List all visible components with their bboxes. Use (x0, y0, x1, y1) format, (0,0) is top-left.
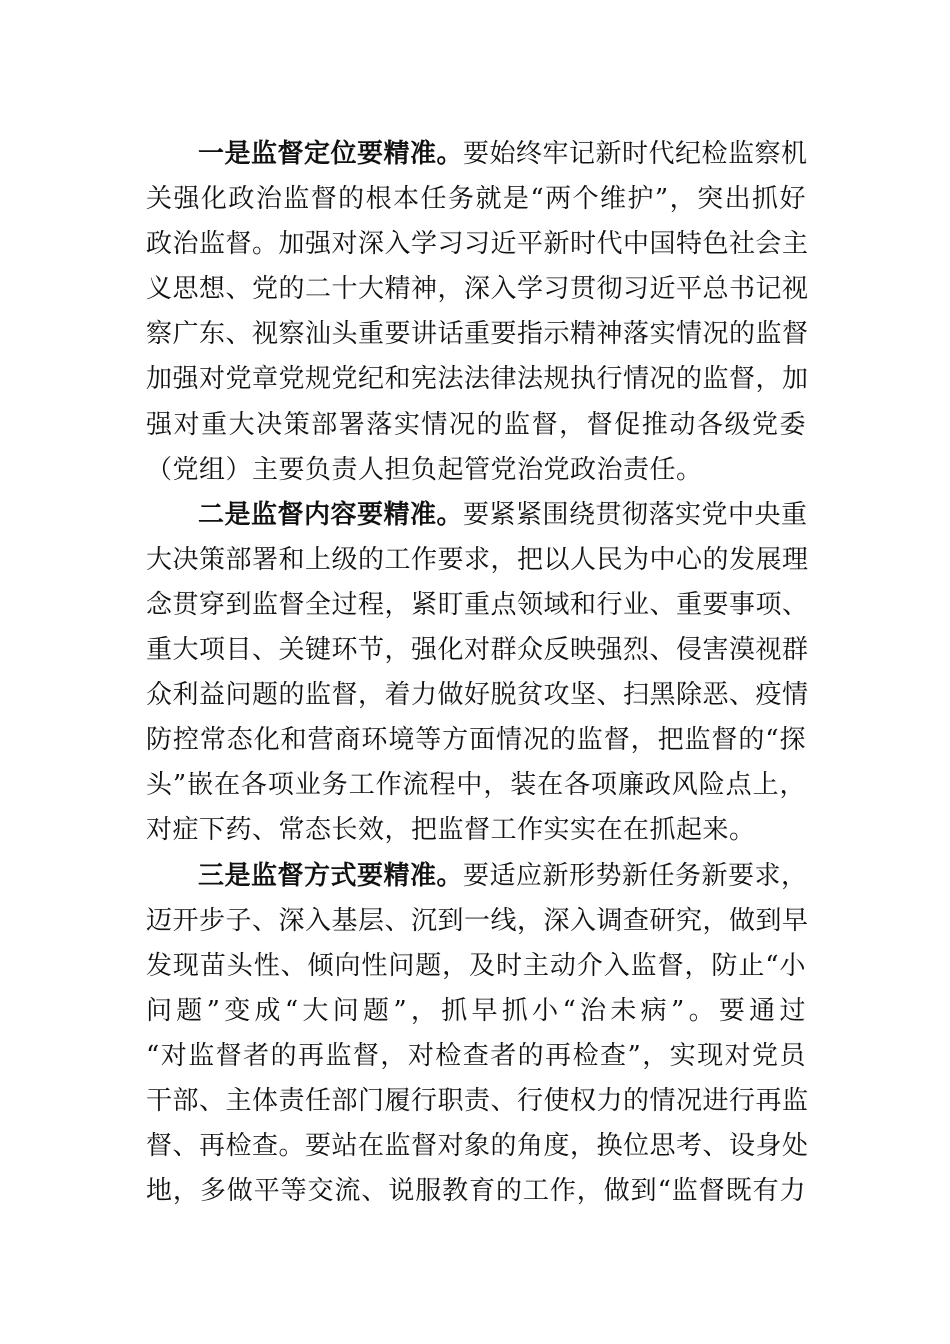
paragraph-3 (146, 854, 809, 1215)
paragraph-2-line-3: 念贯穿到监督全过程，紧盯重点领域和行业、重要事项、 (146, 589, 809, 620)
paragraph-2-line-2: 大决策部署和上级的工作要求，把以人民为中心的发展理 (146, 544, 809, 575)
paragraph-1 (146, 132, 809, 493)
paragraph-1-line-6: 加强对党章党规党纪和宪法法律法规执行情况的监督，加 (146, 364, 809, 395)
paragraph-3-line-1 (146, 854, 806, 899)
paragraph-1-line-3: 政治监督。加强对深入学习习近平新时代中国特色社会主 (146, 229, 809, 260)
paragraph-3-line-4: 问题”变成“大问题”，抓早抓小“治未病”。要通过 (146, 995, 806, 1026)
paragraph-1-line-2: 关强化政治监督的根本任务就是“两个维护”，突出抓好 (146, 184, 806, 215)
paragraph-3-line-3: 发现苗头性、倾向性问题，及时主动介入监督，防止“小 (146, 950, 806, 981)
paragraph-2-lead: 二是监督内容要精准。 (198, 499, 464, 530)
paragraph-2-line-8: 对症下药、常态长效，把监督工作实实在在抓起来。 (146, 815, 756, 846)
paragraph-2 (146, 493, 809, 854)
paragraph-3-line-7: 督、再检查。要站在监督对象的角度，换位思考、设身处 (146, 1131, 809, 1162)
paragraph-1-line-1 (146, 132, 806, 177)
paragraph-2-line-6: 防控常态化和营商环境等方面情况的监督，把监督的“探 (146, 725, 806, 756)
paragraph-3-line-8: 地，多做平等交流、说服教育的工作，做到“监督既有力 (146, 1176, 806, 1207)
paragraph-3-line-1-text: 要适应新形势新任务新要求， (463, 860, 808, 891)
paragraph-1-line-5: 察广东、视察汕头重要讲话重要指示精神落实情况的监督 (146, 319, 809, 350)
paragraph-2-line-1 (146, 493, 806, 538)
paragraph-1-line-1-text: 要始终牢记新时代纪检监察机 (463, 139, 808, 169)
paragraph-3-lead: 三是监督方式要精准。 (198, 860, 464, 891)
document-page (146, 132, 809, 1214)
paragraph-3-line-2: 迈开步子、深入基层、沉到一线，深入调查研究，做到早 (146, 905, 809, 936)
paragraph-3-line-5: “对监督者的再监督，对检查者的再检查”，实现对党员 (146, 1040, 806, 1071)
paragraph-2-line-1-text: 要紧紧围绕贯彻落实党中央重 (463, 499, 808, 530)
paragraph-2-line-4: 重大项目、关键环节，强化对群众反映强烈、侵害漠视群 (146, 635, 809, 666)
paragraph-3-line-6: 干部、主体责任部门履行职责、行使权力的情况进行再监 (146, 1085, 809, 1116)
paragraph-1-line-4: 义思想、党的二十大精神，深入学习贯彻习近平总书记视 (146, 274, 809, 305)
paragraph-2-line-5: 众利益问题的监督，着力做好脱贫攻坚、扫黑除恶、疫情 (146, 680, 809, 711)
paragraph-1-line-7: 强对重大决策部署落实情况的监督，督促推动各级党委 (146, 409, 806, 440)
paragraph-1-line-8: （党组）主要负责人担负起管党治党政治责任。 (146, 454, 703, 485)
paragraph-2-line-7: 头”嵌在各项业务工作流程中，装在各项廉政风险点上， (146, 770, 806, 801)
paragraph-1-lead: 一是监督定位要精准。 (198, 139, 464, 169)
